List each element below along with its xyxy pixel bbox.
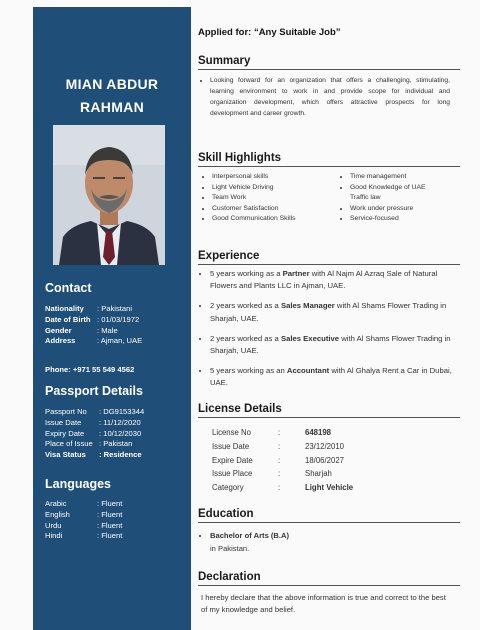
- experience-prefix: 5 years working as an: [210, 366, 287, 376]
- skill-item: • Good Knowledge of UAE: [350, 183, 462, 194]
- license-value: 648198: [305, 428, 332, 437]
- education-section: [198, 529, 460, 555]
- license-key: Issue Date: [212, 441, 250, 451]
- skills-section: [198, 172, 462, 225]
- language-level: : Fluent: [97, 499, 123, 508]
- license-value: 18/06/2027: [305, 455, 345, 465]
- skill-item: • Good Communication Skills: [212, 214, 336, 225]
- education-degree: [210, 529, 460, 542]
- passport-key: Issue Date: [45, 417, 82, 427]
- language-name: Urdu: [45, 520, 62, 530]
- experience-role: Partner: [282, 269, 310, 278]
- license-colon: :: [278, 441, 281, 451]
- contact-row: [45, 336, 142, 347]
- passport-value: : Pakistan: [99, 439, 133, 449]
- skill-item: • Customer Satisfaction: [212, 204, 336, 215]
- contact-heading: Contact: [45, 281, 92, 295]
- passport-value: : 11/12/2020: [99, 417, 141, 427]
- passport-row: [45, 439, 144, 450]
- languages-list: [45, 499, 122, 542]
- license-section: [212, 426, 353, 495]
- skills-column-1: [198, 172, 336, 225]
- contact-value: : Pakistani: [97, 304, 133, 313]
- experience-detail: with Al Najm Al Azraq Sale of Natural Flowers and Plants LLC in Ajman, UAE.: [210, 269, 438, 291]
- experience-detail: with Al Shams Flower Trading in Sharjah, UAE.: [210, 301, 447, 323]
- degree-name: Bachelor of Arts (B.A): [210, 531, 290, 540]
- skill-item: • Time management: [350, 172, 462, 183]
- experience-prefix: 5 years working as a: [210, 269, 283, 278]
- license-colon: :: [278, 483, 281, 493]
- contact-row: [45, 326, 142, 337]
- skill-item: • Team Work: [212, 193, 336, 204]
- summary-section: [198, 75, 450, 119]
- skill-item-continuation: Traffic law: [350, 194, 381, 201]
- education-place: in Pakistan.: [210, 544, 250, 553]
- language-name: Arabic: [45, 499, 67, 508]
- license-value: 23/12/2010: [305, 441, 345, 451]
- license-key: Expire Date: [212, 455, 253, 465]
- passport-row: [45, 429, 144, 440]
- passport-value: : Residence: [99, 450, 142, 460]
- passport-row: [45, 450, 144, 461]
- license-row: [212, 440, 353, 454]
- contact-row: [45, 304, 142, 315]
- candidate-name: [33, 73, 191, 119]
- experience-heading: Experience: [198, 250, 460, 265]
- experience-detail: with Al Ghalya Rent a Car in Dubai, UAE.: [210, 366, 452, 388]
- passport-value: : DG9153344: [99, 407, 145, 416]
- skill-item: • Work under pressure: [350, 204, 462, 215]
- experience-item: [210, 268, 460, 292]
- summary-heading: Summary: [198, 55, 460, 70]
- experience-detail: with Al Shams Flower Trading in Sharjah, UAE.: [210, 333, 451, 356]
- experience-role: Sales Manager: [280, 301, 335, 311]
- language-level: : Fluent: [97, 531, 123, 541]
- experience-item: [210, 300, 460, 324]
- contact-row: [45, 315, 142, 326]
- language-name: Hindi: [45, 531, 63, 541]
- contact-key: Date of Birth: [45, 314, 91, 324]
- skills-heading: Skill Highlights: [198, 152, 460, 167]
- license-row: [212, 454, 353, 468]
- passport-key: Place of Issue: [45, 439, 93, 449]
- passport-list: [45, 407, 144, 461]
- contact-value: : Male: [97, 325, 118, 335]
- applied-for: Applied for: “Any Suitable Job”: [198, 27, 341, 38]
- license-heading: License Details: [198, 403, 460, 418]
- passport-key: Expiry Date: [45, 428, 85, 438]
- language-row: [45, 531, 122, 542]
- license-row: [212, 481, 353, 495]
- contact-value: : Ajman, UAE: [97, 336, 143, 346]
- license-row: [212, 426, 353, 440]
- license-value: Sharjah: [305, 469, 332, 479]
- experience-item: [210, 333, 460, 357]
- license-key: Issue Place: [212, 469, 253, 479]
- experience-prefix: 2 years worked as a: [210, 301, 281, 311]
- license-key: License No: [212, 428, 252, 437]
- license-colon: :: [278, 428, 281, 437]
- education-heading: Education: [198, 508, 460, 523]
- passport-key: Passport No: [45, 407, 87, 416]
- language-row: [45, 499, 122, 510]
- license-value: Light Vehicle: [305, 483, 354, 493]
- sidebar: [33, 7, 191, 630]
- passport-key: Visa Status: [45, 450, 86, 460]
- contact-list: [45, 304, 142, 347]
- license-key: Category: [212, 483, 244, 493]
- experience-section: [198, 268, 460, 398]
- experience-role: Sales Executive: [280, 333, 340, 343]
- passport-value: : 10/12/2030: [99, 428, 142, 438]
- declaration-heading: Declaration: [198, 571, 460, 586]
- portrait-image: [53, 125, 165, 265]
- skills-column-2: [336, 172, 462, 225]
- declaration-text: I hereby declare that the above information is true and correct to the best of my knowledge and belief.: [201, 593, 446, 614]
- language-name: English: [45, 509, 70, 519]
- passport-row: [45, 418, 144, 429]
- skill-item: • Interpersonal skills: [212, 172, 336, 183]
- phone-number: Phone: +971 55 549 4562: [45, 365, 135, 374]
- skill-item: • Service-focused: [350, 214, 462, 225]
- passport-row: [45, 407, 144, 418]
- experience-prefix: 2 years worked as a: [210, 333, 281, 343]
- name-line-1: MIAN ABDUR: [65, 76, 159, 92]
- languages-heading: Languages: [45, 477, 111, 491]
- contact-key: Nationality: [45, 304, 84, 313]
- license-colon: :: [278, 455, 281, 465]
- language-level: : Fluent: [97, 520, 123, 530]
- experience-role: Accountant: [286, 366, 330, 376]
- contact-key: Gender: [45, 325, 72, 335]
- license-row: [212, 467, 353, 481]
- skill-item: • Light Vehicle Driving: [212, 183, 336, 194]
- experience-item: [210, 365, 460, 389]
- summary-text: • Looking forward for an organization that offers a challenging, stimulating, learning environment to work in and provide scope for individual and organization development, which offers attractive prospects for long development and career growth.: [210, 75, 450, 119]
- contact-key: Address: [45, 336, 76, 346]
- license-colon: :: [278, 469, 281, 479]
- name-line-2: RAHMAN: [79, 99, 144, 115]
- profile-photo: [53, 125, 165, 265]
- language-level: : Fluent: [97, 509, 123, 519]
- passport-heading: Passport Details: [45, 384, 143, 398]
- language-row: [45, 521, 122, 532]
- contact-value: : 01/03/1972: [97, 314, 140, 324]
- language-row: [45, 510, 122, 521]
